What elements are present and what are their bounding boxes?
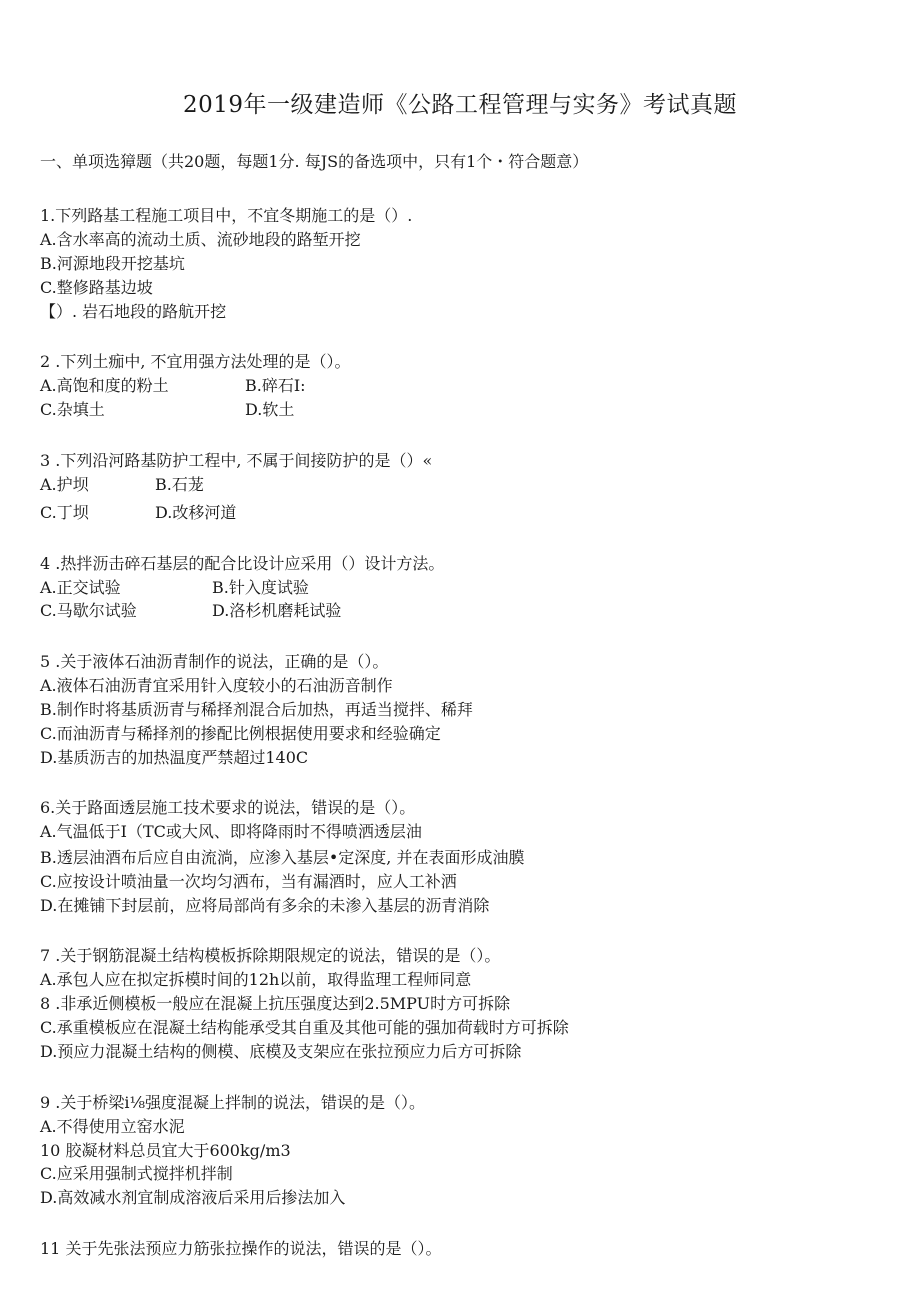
question-1-option-d: 【）. 岩石地段的路航开挖: [40, 302, 227, 321]
question-7-option-d: D.预应力混凝土结构的侧模、底模及支架应在张拉预应力后方可拆除: [40, 1042, 522, 1061]
document-title: 2019年一级建造师《公路工程管理与实务》考试真题: [182, 92, 738, 118]
question-2-option-b: B.碎石I:: [245, 376, 306, 395]
question-7-option-a: A.承包人应在拟定拆模时间的12h以前，取得监理工程师同意: [40, 970, 472, 989]
question-6-option-a: A.气温低于I（TC或大风、即将降雨时不得喷洒透层油: [40, 822, 422, 841]
question-3-option-c: C.丁坝: [40, 503, 89, 522]
question-4-option-a: A.正交试验: [40, 578, 121, 597]
question-3-option-b: B.石茏: [155, 475, 204, 494]
question-9-stem: 9 .关于桥梁i⅛强度混凝上拌制的说法，错误的是（）。: [40, 1093, 425, 1112]
question-4-option-c: C.马歇尔试验: [40, 601, 137, 620]
question-5-stem: 5 .关于液体石油沥青制作的说法，正确的是（）。: [40, 652, 389, 671]
question-9-option-d: D.高效减水剂宜制成溶液后采用后掺法加入: [40, 1188, 346, 1207]
question-2-option-a: A.高饱和度的粉土: [40, 376, 169, 395]
question-6-option-b: B.透层油酒布后应自由流淌，应渗入基层•定深度, 并在表面形成油膜: [40, 848, 525, 867]
question-7-option-c: C.承重模板应在混凝土结构能承受其自重及其他可能的强加荷载时方可拆除: [40, 1018, 569, 1037]
question-3-option-d: D.改移河道: [155, 503, 237, 522]
question-1-option-c: C.整修路基边坡: [40, 278, 153, 297]
question-7-option-b: 8 .非承近侧模板一般应在混凝上抗压强度达到2.5MPU时方可拆除: [40, 994, 511, 1013]
section-heading: 一、单项选獐题（共20题，每题1分. 每JS的备选项中，只有1个・符合题意）: [40, 152, 589, 171]
question-2-stem: 2 .下列土痂中, 不宜用强方法处理的是（）。: [40, 352, 351, 371]
question-9-option-c: C.应采用强制式搅拌机拌制: [40, 1164, 233, 1183]
question-6-option-d: D.在摊铺下封层前，应将局部尚有多余的未渗入基层的沥青消除: [40, 896, 490, 915]
question-4-option-b: B.针入度试验: [212, 578, 309, 597]
question-6-stem: 6.关于路面透层施工技术要求的说法，错误的是（）。: [40, 798, 416, 817]
question-6-option-c: C.应按设计喷油量一次均匀洒布，当有漏酒时，应人工补洒: [40, 872, 457, 891]
question-9-option-a: A.不得使用立窑水泥: [40, 1117, 185, 1136]
question-5-option-c: C.而油沥青与稀择剂的掺配比例根据使用要求和经验确定: [40, 724, 441, 743]
question-9-option-b: 10 胶凝材料总员宜大于600kg∕m3: [40, 1141, 291, 1160]
question-5-option-a: A.液体石油沥青宜采用针入度较小的石油沥音制作: [40, 676, 393, 695]
question-7-stem: 7 .关于钢筋混凝土结构模板拆除期限规定的说法，错误的是（）。: [40, 946, 501, 965]
question-4-option-d: D.洛杉机磨耗试验: [212, 601, 342, 620]
question-4-stem: 4 .热拌沥击碎石基层的配合比设计应采用（）设计方法。: [40, 554, 445, 573]
question-1-stem: 1.下列路基工程施工项目中，不宜冬期施工的是（）.: [40, 206, 413, 225]
question-2-option-d: D.软土: [245, 400, 295, 419]
question-3-option-a: A.护坝: [40, 475, 89, 494]
question-2-option-c: C.杂填土: [40, 400, 105, 419]
question-1-option-a: A.含水率高的流动土质、流砂地段的路堑开挖: [40, 230, 361, 249]
question-5-option-b: B.制作时将基质沥青与稀择剂混合后加热，再适当搅拌、稀拜: [40, 700, 473, 719]
question-5-option-d: D.基质沥吉的加热温度严禁超过140C: [40, 748, 309, 767]
question-1-option-b: B.河源地段开挖基坑: [40, 254, 185, 273]
question-11-stem: 11 关于先张法预应力筋张拉操作的说法，错误的是（）。: [40, 1239, 442, 1258]
question-3-stem: 3 .下列沿河路基防护工程中, 不属于间接防护的是（）«: [40, 451, 433, 470]
